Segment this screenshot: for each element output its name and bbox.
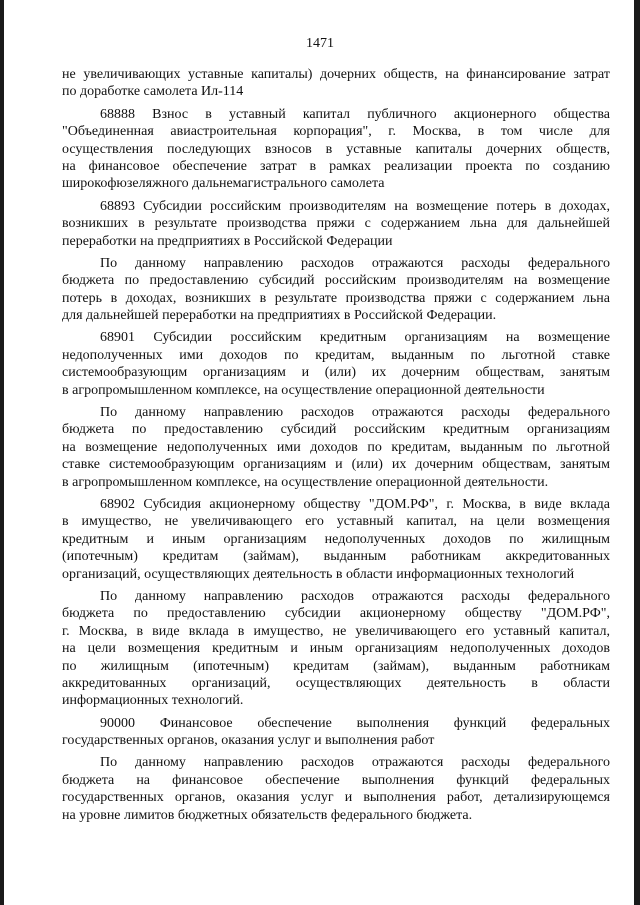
paragraph [62,754,610,824]
paragraph [62,198,610,250]
text-line: по жилищным (ипотечным) кредитам (займам), выданным работникам [62,658,610,674]
text-line: 68901 Субсидии российским кредитным организациям на возмещение [100,330,610,346]
text-line: переработки на предприятиях в Российской Федерации [62,233,393,249]
text-line: По данному направлению расходов отражаются расходы федерального [100,255,610,271]
text-line: аккредитованных организаций, осуществляющих деятельность в области [62,675,610,691]
text-line: осуществления последующих взносов в уставные капиталы дочерних обществ, [62,141,610,157]
text-line: бюджета на финансовое обеспечение выполнения функций федеральных [62,772,610,788]
text-line: (ипотечным) кредитам (займам), выданным работникам аккредитованных [62,549,610,565]
text-line: возникших в результате производства пряжи с содержанием льна для дальнейшей [62,216,610,232]
text-line: недополученных ими доходов по кредитам, выданным по льготной ставке [62,347,610,363]
paragraph [62,255,610,325]
text-line: государственных органов, оказания услуг и выполнения работ, детализирующемся [62,790,610,806]
paragraph [62,588,610,710]
text-line: бюджета по предоставлению субсидии акционерному обществу "ДОМ.РФ", [62,606,610,622]
scan-border-left [0,0,4,905]
text-line: 68888 Взнос в уставный капитал публичного акционерного общества [100,106,610,122]
paragraph [62,404,610,491]
text-line: не увеличивающих уставные капиталы) дочерних обществ, на финансирование затрат [62,67,610,82]
text-line: на возмещение недополученных ими доходов по кредитам, выданным по льготной [62,439,610,455]
text-line: ставке системообразующим организациям и (или) их дочерним обществам, занятым [62,457,610,473]
paragraph [62,106,610,193]
text-line: по доработке самолета Ил-114 [62,84,244,100]
text-line: По данному направлению расходов отражаются расходы федерального [100,755,610,771]
text-line: По данному направлению расходов отражаются расходы федерального [100,588,610,604]
text-line: потерь в доходах, возникших в результате производства пряжи с содержанием льна [62,290,610,306]
text-line: широкофюзеляжного дальнемагистрального самолета [62,176,385,192]
paragraph [62,496,610,583]
text-line: на уровне лимитов бюджетных обязательств федерального бюджета. [62,807,473,823]
page-number: 1471 [306,36,334,51]
text-line: для дальнейшей переработки на предприятиях в Российской Федерации. [62,308,497,324]
text-line: 68902 Субсидия акционерному обществу "ДОМ.РФ", г. Москва, в виде вклада [100,496,610,512]
text-line: информационных технологий. [62,693,244,709]
paragraph [62,329,610,399]
text-line: на цели возмещения кредитным и иным организациям недополученных доходов [62,641,610,657]
document-body [62,66,610,824]
text-line: на финансовое обеспечение затрат в рамках реализации проекта по созданию [62,158,610,174]
text-line: 90000 Финансовое обеспечение выполнения функций федеральных [100,715,610,731]
text-line: в агропромышленном комплексе, на осуществление операционной деятельности. [62,474,549,490]
text-line: г. Москва, в виде вклада в имущество, не увеличивающего его уставный капитал, [62,623,610,639]
text-line: системообразующим организациям и (или) их дочерним обществам, занятым [62,365,610,381]
text-line: организаций, осуществляющих деятельность в области информационных технологий [62,566,575,582]
text-line: кредитным и иным организациям недополученных доходов по жилищным [62,531,610,547]
text-line: бюджета по предоставлению субсидий российским кредитным организациям [62,422,610,438]
text-line: в агропромышленном комплексе, на осуществление операционной деятельности [62,382,545,398]
paragraph [62,715,610,750]
text-line: "Объединенная авиастроительная корпорация", г. Москва, в том числе для [62,124,610,140]
text-line: 68893 Субсидии российским производителям на возмещение потерь в доходах, [100,198,610,214]
text-line: государственных органов, оказания услуг и выполнения работ [62,733,435,749]
paragraph [62,66,610,101]
text-line: в имущество, не увеличивающего его уставный капитал, на цели возмещения [62,514,610,530]
text-line: бюджета по предоставлению субсидий российским производителям на возмещение [62,273,610,289]
text-line: По данному направлению расходов отражаются расходы федерального [100,405,610,421]
scan-border-right [634,0,640,905]
